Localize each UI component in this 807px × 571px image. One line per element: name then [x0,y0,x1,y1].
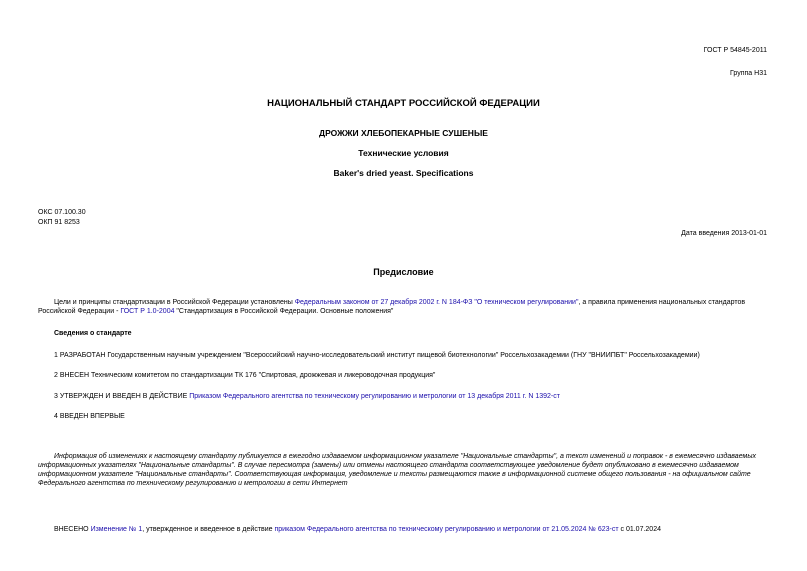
preface-heading: Предисловие [373,267,434,277]
amendment-line [54,525,768,534]
document-english-title: Baker's dried yeast. Specifications [333,168,474,178]
preface-paragraph [38,298,768,316]
approval-order-link[interactable]: Приказом Федерального агентства по техническому регулированию и метрологии от 13 декабря 2011 г. N 1392-ст [189,393,560,400]
standard-info-heading: Сведения о стандарте [54,330,132,337]
amendment-prefix: ВНЕСЕНО [54,526,91,533]
standard-code: ГОСТ Р 54845-2011 [703,47,767,54]
oks-code: ОКС 07.100.30 [38,209,86,216]
document-title: ДРОЖЖИ ХЛЕБОПЕКАРНЫЕ СУШЕНЫЕ [319,128,488,138]
standard-group: Группа Н31 [730,70,767,77]
info-item-submitted: 2 ВНЕСЕН Техническим комитетом по стандартизации ТК 176 "Спиртовая, дрожжевая и ликероводочная продукция" [54,372,436,379]
preface-text-end: "Стандартизация в Российской Федерации. Основные положения" [174,308,394,316]
document-subtitle: Технические условия [358,148,449,158]
amendment-mid: , утвержденное и введенное в действие [142,526,275,533]
gost-r-1-0-link[interactable]: ГОСТ Р 1.0-2004 [120,308,175,316]
federal-law-link[interactable]: Федеральным законом от 27 декабря 2002 г. N 184-ФЗ "О техническом регулировании" [294,299,579,306]
preface-text-start: Цели и принципы стандартизации в Российской Федерации установлены [54,299,295,306]
amendment-end: с 01.07.2024 [618,526,661,533]
standard-type-title: НАЦИОНАЛЬНЫЙ СТАНДАРТ РОССИЙСКОЙ ФЕДЕРАЦИИ [267,98,540,109]
info-item-approved-text: 3 УТВЕРЖДЕН И ВВЕДЕН В ДЕЙСТВИЕ [54,393,190,400]
info-item-introduced: 4 ВВЕДЕН ВПЕРВЫЕ [54,413,125,420]
okp-code: ОКП 91 8253 [38,219,80,226]
info-item-developed: 1 РАЗРАБОТАН Государственным научным учреждением "Всероссийский научно-исследовательский институт пищевой биотехнологии" Россельхозакадемии (ГНУ "ВНИИПБТ" Россельхозакадемии) [54,352,700,359]
preface-text-mid: , а правила применения национальных стандартов Российской Федерации - [38,299,746,316]
effective-date: Дата введения 2013-01-01 [681,230,767,237]
changes-notice: Информация об изменениях к настоящему стандарту публикуется в ежегодно издаваемом информационном указателе "Национальные стандарты", а текст изменений и поправок - в ежемесячно издаваемых информационных указателях "Национальные стандарты". В случае пересмотра (замены) или отмены настоящего стандарта соответствующее уведомление будет опубликовано в ежемесячно издаваемом информационном указателе "Национальные стандарты". Соответствующая информация, уведомление и тексты размещаются также в информационной системе общего пользования - на официальном сайте Федерального агентства по техническому регулированию и метрологии в сети Интернет [38,453,756,488]
amendment-1-link[interactable]: Изменение № 1 [90,526,143,533]
info-item-approved [54,392,768,401]
amendment-order-link[interactable]: приказом Федерального агентства по техническому регулированию и метрологии от 21.05.2024 № 623-ст [274,526,619,533]
